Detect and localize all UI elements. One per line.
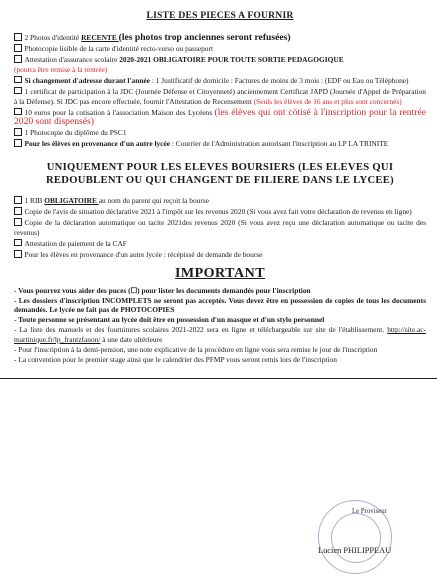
list-item: Si changement d'adresse durant l'année : 1 Justificatif de domicile : Factures de moins de 3 mois : (EDF ou Eau ou Téléphone) <box>14 76 426 86</box>
list-item: Attestation d'assurance scolaire 2020-2021 OBLIGATOIRE POUR TOUTE SORTIE PEDAGOGIQUE (pourra être remise à la rentrée) <box>14 55 344 74</box>
list-item: Copie de la déclaration automatique ou tacite 2021des revenus 2020 (Si vous avez reçu une déclaration automatique ou tacite des revenus) <box>14 218 426 237</box>
checkbox-icon <box>14 44 22 52</box>
list-item: 1 certificat de participation à la JDC (Journée Défense et Citoyenneté) anciennement Certificat JAPD (Journée d'Appel de Préparation à la Défense). Si JDC pas encore effectuée, fournir l'Attestation de Recensement (Seuls les élèves de 16 ans et plus sont concernés) <box>14 86 426 106</box>
note-item: - La liste des manuels et des fournitures scolaires 2021-2022 sera en ligne et téléchargeable sur site de l'établissement. http://site.ac-martinique.fr/lp_frantzfanon/ à une date ultérieure <box>14 325 426 345</box>
website-link[interactable]: http://site.ac-martinique.fr/lp_frantzfanon/ <box>14 325 426 345</box>
note-item: - La convention pour le premier stage ainsi que le calendrier des PFMP vous seront remis lors de l'inscription <box>14 355 337 365</box>
checkbox-icon <box>14 139 22 147</box>
checkbox-icon <box>14 196 22 204</box>
list-item: Photocopie lisible de la carte d'identité recto-verso ou passeport <box>14 44 426 54</box>
list-item: Attestation de paiement de la CAF <box>14 239 426 249</box>
checkbox-icon <box>14 128 22 136</box>
pieces-list <box>14 33 426 149</box>
page-title: LISTE DES PIECES A FOURNIR <box>146 10 294 21</box>
list-item: Pour les élèves en provenance d'un autre lycée : récépissé de demande de bourse <box>14 250 426 260</box>
stamp-inner-ring <box>331 513 381 563</box>
list-item: 2 Photos d'identité RECENTE (les photos trop anciennes seront refusées) <box>14 33 426 43</box>
checkbox-icon <box>14 76 22 84</box>
document-page <box>14 0 426 365</box>
checkbox-icon <box>14 207 22 215</box>
list-item: 1 RIB OBLIGATOIRE au nom du parent qui reçoit la bourse <box>14 196 426 206</box>
list-item: Copie de l'avis de situation déclarative 2021 à l'impôt sur les revenus 2020 (Si vous avez fait votre déclaration de revenus en ligne) <box>14 207 426 217</box>
note-item: - Toute personne se présentant au lycée doit être en possession d'un masque et d'un stylo personnel <box>14 315 325 325</box>
checkbox-icon <box>14 239 22 247</box>
checkbox-icon <box>14 250 22 258</box>
signature-role: Le Proviseur <box>352 508 387 515</box>
note-item: - Vous pourrez vous aider des puces (☐) pour lister les documents demandés pour l'inscription <box>14 285 311 295</box>
signature-name: Lucien PHILIPPEAU <box>318 546 392 555</box>
checkbox-icon <box>14 33 22 41</box>
list-item: 1 Photocopie du diplôme du PSC1 <box>14 128 426 138</box>
note-item: - Les dossiers d'inscription INCOMPLETS ne seront pas acceptés. Vous devez être en possession de copies de tous les documents demandés. Le lycée ne fait pas de PHOTOCOPIES <box>14 295 426 315</box>
boursiers-list <box>14 196 426 260</box>
checkbox-icon <box>14 108 22 116</box>
boursiers-title: UNIQUEMENT POUR LES ELEVES BOURSIERS (LES ELEVES QUI REDOUBLENT OU QUI CHANGENT DE FILIERE DANS LE LYCEE) <box>45 162 394 187</box>
checkbox-icon <box>14 87 22 95</box>
list-item: Pour les élèves en provenance d'un autre lycée : Courrier de l'Administration autorisant l'inscription au LP LA TRINITE <box>14 139 426 149</box>
important-notes <box>14 286 426 365</box>
checkbox-icon <box>14 218 22 226</box>
note-item: - Pour l'inscription à la demi-pension, une note explicative de la procédure en ligne vous sera remise le jour de l'inscription <box>14 345 378 355</box>
important-title: IMPORTANT <box>174 265 266 281</box>
list-item: 10 euros pour la cotisation à l'association Maison des Lycéens (les élèves qui ont cötisé à l'inscription pour la rentrée 2020 sont dispensés) <box>14 106 426 128</box>
checkbox-icon <box>14 55 22 63</box>
divider <box>0 378 437 379</box>
